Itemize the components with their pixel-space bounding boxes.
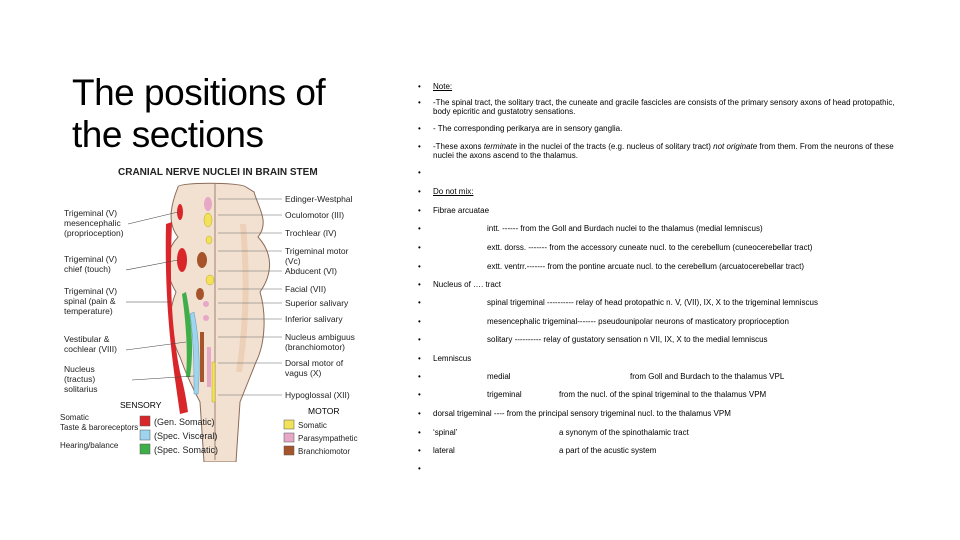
right-label: Superior salivary bbox=[285, 298, 349, 308]
spinal-term: ‘spinal’ bbox=[433, 428, 458, 437]
right-label: Trochlear (IV) bbox=[285, 228, 337, 238]
right-label: Trigeminal motor (Vc) bbox=[285, 246, 349, 266]
leader-line bbox=[128, 212, 178, 224]
edinger-westphal-nucleus bbox=[204, 197, 212, 211]
motor-legend-swatch bbox=[284, 446, 294, 455]
nucleus-ambiguus bbox=[200, 332, 204, 382]
facial-nucleus bbox=[196, 288, 204, 300]
brainstem-illustration bbox=[60, 162, 390, 462]
lateral-term: lateral bbox=[433, 446, 455, 455]
motor-legend-label: Branchiomotor bbox=[298, 447, 351, 456]
oculomotor-nucleus bbox=[204, 213, 212, 227]
leader-line bbox=[132, 376, 194, 380]
fibrae-arcuatae: Fibrae arcuatae bbox=[433, 206, 490, 215]
spinal-desc: a synonym of the spinothalamic tract bbox=[559, 428, 689, 437]
sensory-legend-title: SENSORY bbox=[120, 400, 162, 410]
intt: intt. ------ from the Goll and Burdach nuclei to the thalamus (medial lemniscus) bbox=[487, 224, 763, 233]
slide-title: The positions of the sections bbox=[72, 72, 326, 155]
left-label-chief: Trigeminal (V) chief (touch) bbox=[64, 254, 118, 274]
sensory-legend-label: (Spec. Visceral) bbox=[154, 431, 218, 441]
sensory-legend-swatch bbox=[140, 444, 150, 454]
sensory-legend-swatch bbox=[140, 416, 150, 426]
sensory-side-label: Hearing/balance bbox=[60, 441, 119, 450]
sensory-legend-label: (Spec. Somatic) bbox=[154, 445, 219, 455]
trochlear-nucleus bbox=[206, 236, 212, 244]
note-p3: -These axons terminate in the nuclei of the tracts (e.g. nucleus of solitary tract) not originate from them. From the neurons of these nuclei the axons ascend to the thalamus. bbox=[433, 142, 894, 160]
left-label-mesencephalic: Trigeminal (V) mesencephalic (proprioception) bbox=[64, 208, 124, 238]
chief-trigeminal-nucleus bbox=[177, 248, 187, 272]
dorsal-trigeminal: dorsal trigeminal ---- from the principal sensory trigeminal nucl. to the thalamus VPM bbox=[433, 409, 731, 418]
lemniscus-trigeminal-desc: from the nucl. of the spinal trigeminal to the thalamus VPM bbox=[559, 390, 767, 399]
lemniscus-medial: medial bbox=[487, 372, 511, 381]
sensory-legend-label: (Gen. Somatic) bbox=[154, 417, 215, 427]
lemniscus: Lemniscus bbox=[433, 354, 472, 363]
hypoglossal-nucleus bbox=[212, 362, 215, 402]
mesencephalic-trigeminal: mesencephalic trigeminal------- pseudounipolar neurons of masticatory proprioception bbox=[487, 317, 789, 326]
left-label-solitarius: Nucleus (tractus) solitarius bbox=[64, 364, 98, 394]
left-label-spinal: Trigeminal (V) spinal (pain & temperature) bbox=[64, 286, 118, 316]
lemniscus-medial-desc: from Goll and Burdach to the thalamus VPL bbox=[630, 372, 785, 381]
note-label: Note: bbox=[433, 82, 453, 91]
right-label: Oculomotor (III) bbox=[285, 210, 345, 220]
dorsal-motor-vagus-nucleus bbox=[207, 347, 211, 387]
right-label: Hypoglossal (XII) bbox=[285, 390, 350, 400]
motor-legend-title: MOTOR bbox=[308, 406, 340, 416]
motor-legend-swatch bbox=[284, 420, 294, 429]
sensory-legend-swatch bbox=[140, 430, 150, 440]
lemniscus-trigeminal: trigeminal bbox=[487, 390, 522, 399]
motor-legend-swatch bbox=[284, 433, 294, 442]
cranial-nerve-nuclei-diagram bbox=[60, 162, 390, 462]
do-not-mix: Do not mix: bbox=[433, 187, 474, 196]
motor-legend-label: Somatic bbox=[298, 421, 327, 430]
right-label: Abducent (VI) bbox=[285, 266, 337, 276]
superior-salivary-nucleus bbox=[203, 301, 209, 307]
left-label-vestibular: Vestibular & cochlear (VIII) bbox=[64, 334, 117, 354]
lateral-desc: a part of the acustic system bbox=[559, 446, 657, 455]
sensory-side-label: Somatic bbox=[60, 413, 89, 422]
inferior-salivary-nucleus bbox=[203, 315, 209, 321]
nucleus-of-tract: Nucleus of …. tract bbox=[433, 280, 502, 289]
diagram-heading: CRANIAL NERVE NUCLEI IN BRAIN STEM bbox=[118, 167, 318, 178]
right-label: Inferior salivary bbox=[285, 314, 343, 324]
extt-ventrr: extt. ventrr.------- from the pontine arcuate nucl. to the cerebellum (arcuatocerebellar tract) bbox=[487, 262, 805, 271]
right-label: Dorsal motor of vagus (X) bbox=[285, 358, 344, 378]
solitary: solitary ---------- relay of gustatory sensation n VII, IX, X to the medial lemniscus bbox=[487, 335, 768, 344]
extt-dorss: extt. dorss. ------- from the accessory cuneate nucl. to the cerebellum (cuneocerebellar tract) bbox=[487, 243, 813, 252]
right-label: Edinger-Westphal bbox=[285, 194, 353, 204]
sensory-side-label: Taste & baroreceptors bbox=[60, 423, 139, 432]
abducent-nucleus bbox=[206, 275, 214, 285]
spinal-trigeminal: spinal trigeminal ---------- relay of head protopathic n. V, (VII), IX, X to the trigeminal lemniscus bbox=[487, 298, 818, 307]
right-label: Facial (VII) bbox=[285, 284, 327, 294]
trigeminal-motor-nucleus bbox=[197, 252, 207, 268]
note-p2: - The corresponding perikarya are in sensory ganglia. bbox=[433, 124, 623, 133]
note-p1: -The spinal tract, the solitary tract, the cuneate and gracile fascicles are consists of the primary sensory axons of head protopathic, body epicritic and gustatotry sensations. bbox=[433, 98, 895, 116]
motor-legend-label: Parasympathetic bbox=[298, 434, 358, 443]
right-label: Nucleus ambiguus (branchiomotor) bbox=[285, 332, 355, 352]
